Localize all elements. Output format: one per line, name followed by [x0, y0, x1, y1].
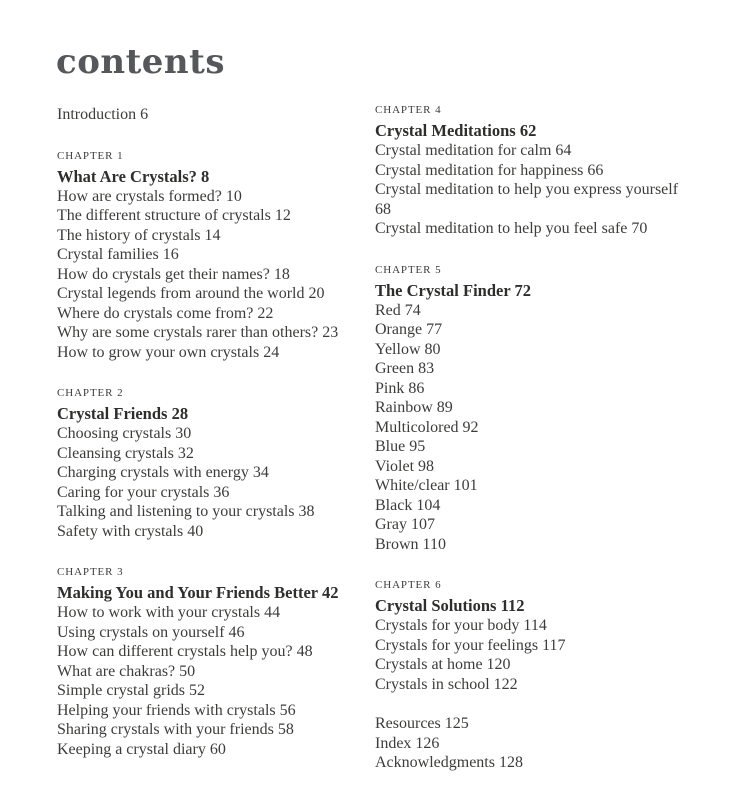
- toc-entry: Rainbow 89: [375, 399, 453, 416]
- toc-entry: How are crystals formed? 10: [57, 187, 242, 205]
- toc-entry: Crystal meditation to help you express yourself 68: [375, 181, 679, 218]
- toc-section-chapter-4: [375, 105, 697, 239]
- toc-entry: Using crystals on yourself 46: [57, 623, 245, 641]
- toc-columns: [57, 105, 697, 773]
- toc-entry: The history of crystals 14: [57, 226, 221, 244]
- toc-back-matter: [375, 714, 697, 773]
- chapter-label: CHAPTER 3: [57, 566, 124, 578]
- toc-entry: Crystal legends from around the world 20: [57, 285, 325, 302]
- toc-entry-introduction: Introduction 6: [57, 106, 149, 123]
- toc-entry: Multicolored 92: [375, 418, 479, 436]
- toc-entry: Caring for your crystals 36: [57, 483, 230, 501]
- toc-section-chapter-5: [375, 265, 697, 555]
- toc-entry: Crystal meditation to help you feel safe 70: [375, 220, 648, 237]
- toc-entry: Why are some crystals rarer than others? 23: [57, 324, 339, 341]
- toc-entry-index: Index 126: [375, 734, 440, 752]
- toc-entry-acknowledgments: Acknowledgments 128: [375, 754, 523, 771]
- toc-entry: Where do crystals come from? 22: [57, 304, 274, 322]
- toc-entry: Crystals for your body 114: [375, 617, 547, 634]
- page-title: contents: [56, 42, 226, 82]
- chapter-label: CHAPTER 2: [57, 387, 124, 399]
- toc-entry: Crystal meditation for calm 64: [375, 142, 572, 159]
- toc-entry: Crystals for your feelings 117: [375, 636, 566, 654]
- toc-entry: Blue 95: [375, 438, 426, 455]
- toc-entry: Sharing crystals with your friends 58: [57, 721, 294, 738]
- toc-entry: Orange 77: [375, 321, 443, 338]
- chapter-title: Crystal Solutions 112: [375, 596, 525, 615]
- toc-entry: Pink 86: [375, 379, 425, 397]
- toc-entry: Choosing crystals 30: [57, 425, 192, 442]
- toc-entry: Safety with crystals 40: [57, 522, 204, 540]
- toc-entry: Brown 110: [375, 535, 446, 553]
- toc-section-chapter-6: [375, 580, 697, 694]
- chapter-title: Crystal Meditations 62: [375, 121, 537, 140]
- toc-entry: Crystals in school 122: [375, 675, 518, 693]
- toc-entry: Yellow 80: [375, 340, 441, 358]
- toc-entry: Talking and listening to your crystals 38: [57, 503, 315, 520]
- toc-entry-resources: Resources 125: [375, 715, 469, 732]
- toc-entry: The different structure of crystals 12: [57, 207, 291, 224]
- chapter-title: Crystal Friends 28: [57, 404, 189, 423]
- toc-entry: Simple crystal grids 52: [57, 682, 205, 699]
- chapter-label: CHAPTER 6: [375, 579, 442, 591]
- toc-entry: How do crystals get their names? 18: [57, 265, 290, 283]
- toc-section-chapter-3: [57, 567, 375, 759]
- toc-entry: Crystal families 16: [57, 246, 179, 263]
- chapter-title: Making You and Your Friends Better 42: [57, 583, 339, 602]
- toc-entry: Gray 107: [375, 516, 435, 533]
- toc-entry: Keeping a crystal diary 60: [57, 740, 226, 758]
- chapter-label: CHAPTER 4: [375, 104, 442, 116]
- toc-entry: How can different crystals help you? 48: [57, 643, 313, 660]
- toc-entry: Cleansing crystals 32: [57, 444, 194, 462]
- toc-entry: How to work with your crystals 44: [57, 604, 281, 621]
- toc-section-chapter-2: [57, 388, 375, 541]
- toc-entry: Violet 98: [375, 457, 435, 475]
- toc-entry: Crystal meditation for happiness 66: [375, 161, 604, 179]
- toc-entry: Red 74: [375, 301, 421, 319]
- toc-entry: White/clear 101: [375, 477, 478, 494]
- chapter-label: CHAPTER 5: [375, 263, 442, 276]
- toc-entry: What are chakras? 50: [57, 662, 196, 680]
- toc-column-right: [375, 105, 697, 773]
- toc-section-chapter-1: [57, 151, 375, 363]
- chapter-label: CHAPTER 1: [57, 149, 124, 162]
- toc-entry: Green 83: [375, 360, 435, 377]
- toc-column-left: [57, 105, 375, 773]
- toc-entry: How to grow your own crystals 24: [57, 343, 280, 361]
- chapter-title: What Are Crystals? 8: [57, 166, 210, 186]
- toc-entry: Crystals at home 120: [375, 656, 511, 673]
- toc-entry: Helping your friends with crystals 56: [57, 701, 296, 719]
- chapter-title: The Crystal Finder 72: [375, 280, 531, 300]
- toc-entry: Charging crystals with energy 34: [57, 464, 269, 481]
- toc-entry: Black 104: [375, 496, 441, 514]
